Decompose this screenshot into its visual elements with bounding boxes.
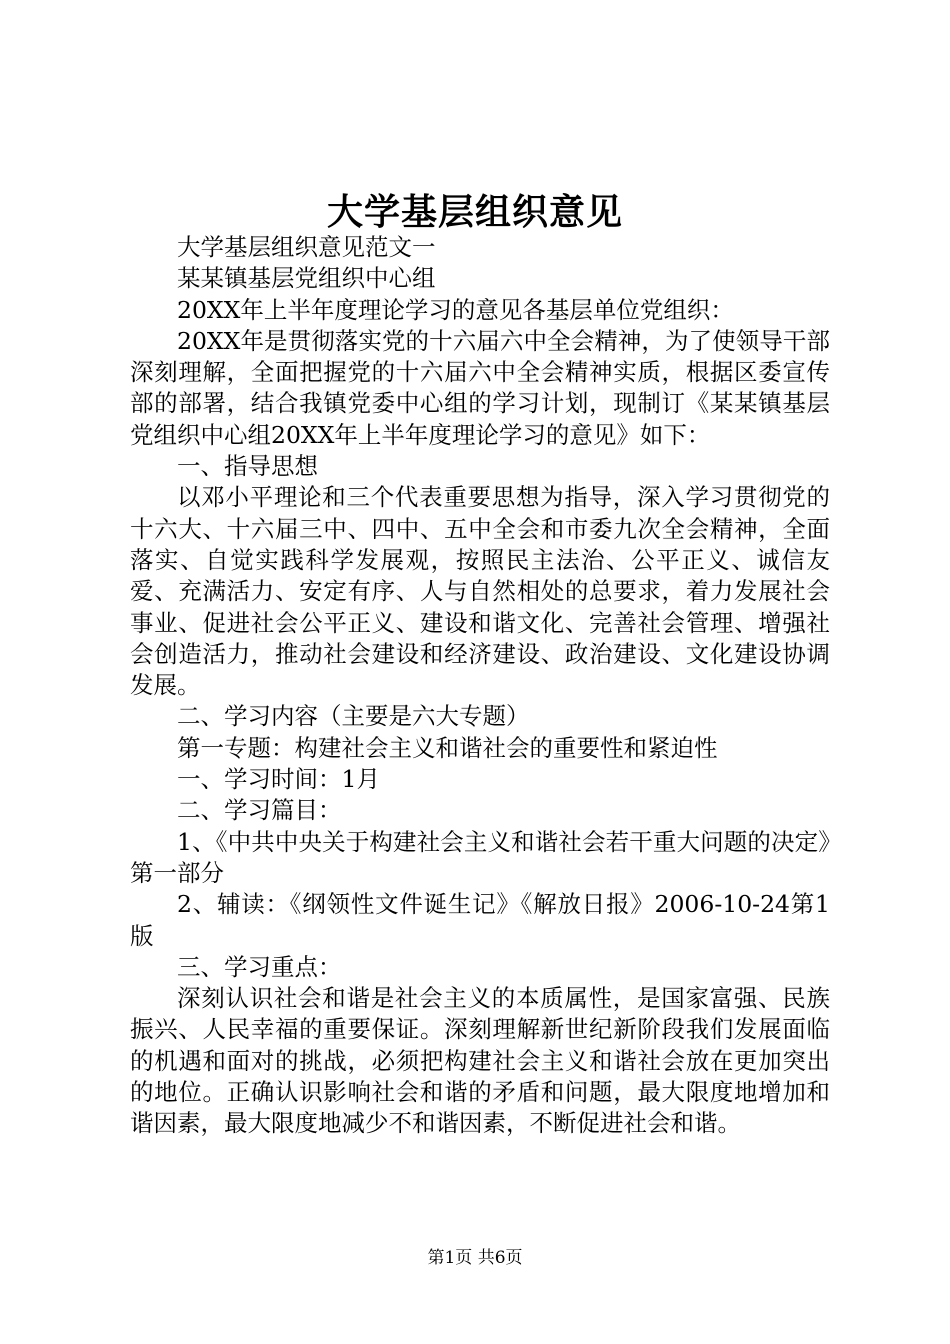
document-body: [130, 232, 830, 1140]
paragraph-guiding-thought: 以邓小平理论和三个代表重要思想为指导，深入学习贯彻党的十六大、十六届三中、四中、五中全会和市委九次全会精神，全面落实、自觉实践科学发展观，按照民主法治、公平正义、诚信友爱、充满活力、安定有序、人与自然相处的总要求，着力发展社会事业、促进社会公平正义、建设和谐文化、完善社会管理、增强社会创造活力，推动社会建设和经济建设、政治建设、文化建设协调发展。: [130, 483, 830, 700]
section-heading-guiding-thought: 一、指导思想: [177, 452, 318, 481]
paragraph-sample-heading: 大学基层组织意见范文一: [177, 233, 436, 261]
list-item-article-1: 1、《中共中央关于构建社会主义和谐社会若干重大问题的决定》第一部分: [130, 827, 830, 887]
page-number-footer: 第1页 共6页: [427, 1248, 523, 1268]
topic-heading-first: 第一专题：构建社会主义和谐社会的重要性和紧迫性: [177, 733, 718, 762]
paragraph-org-name: 某某镇基层党组织中心组: [177, 264, 436, 293]
list-item-article-2: 2、辅读：《纲领性文件诞生记》《解放日报》2006-10-24第1版: [130, 890, 830, 950]
section-heading-study-content: 二、学习内容（主要是六大专题）: [177, 702, 530, 731]
paragraph-study-articles: 二、学习篇目：: [177, 796, 342, 825]
paragraph-focus-detail: 深刻认识社会和谐是社会主义的本质属性，是国家富强、民族振兴、人民幸福的重要保证。深刻理解新世纪新阶段我们发展面临的机遇和面对的挑战，必须把构建社会主义和谐社会放在更加突出的地位。正确认识影响社会和谐的矛盾和问题，最大限度地增加和谐因素，最大限度地减少不和谐因素，不断促进社会和谐。: [130, 984, 830, 1138]
paragraph-study-focus: 三、学习重点：: [177, 952, 342, 981]
paragraph-addressee: 20XX年上半年度理论学习的意见各基层单位党组织：: [177, 295, 734, 324]
paragraph-intro: 20XX年是贯彻落实党的十六届六中全会精神，为了使领导干部深刻理解，全面把握党的十六届六中全会精神实质，根据区委宣传部的部署，结合我镇党委中心组的学习计划，现制订《某某镇基层党组织中心组20XX年上半年度理论学习的意见》如下：: [130, 326, 830, 449]
document-title: 大学基层组织意见: [326, 191, 623, 233]
paragraph-study-time: 一、学习时间：1月: [177, 765, 380, 794]
